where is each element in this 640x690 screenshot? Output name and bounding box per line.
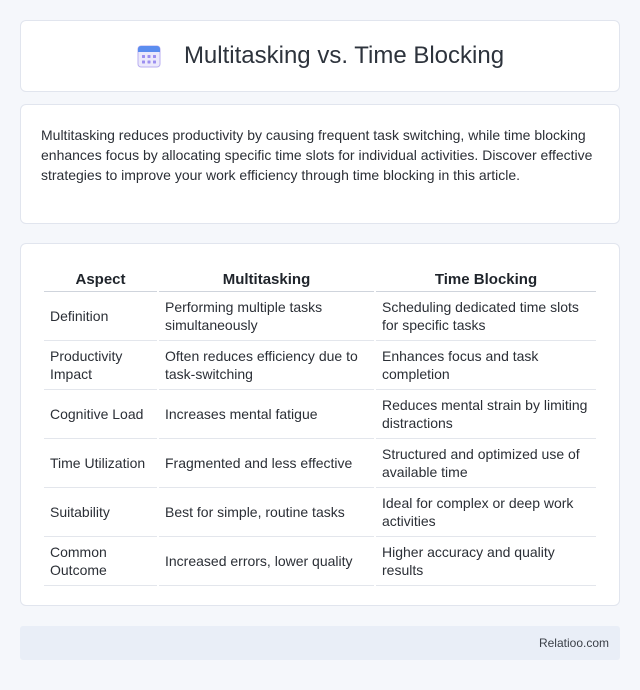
row-aspect-cell: Definition — [44, 292, 157, 341]
footer — [20, 626, 620, 660]
row-multitasking-cell: Fragmented and less effective — [159, 439, 374, 488]
footer-brand-link[interactable]: Relatioo.com — [538, 636, 609, 650]
row-multitasking-cell: Increased errors, lower quality — [159, 537, 374, 586]
row-time-blocking-cell: Scheduling dedicated time slots for specific tasks — [376, 292, 596, 341]
title-card — [20, 20, 620, 92]
row-time-blocking-cell: Ideal for complex or deep work activities — [376, 488, 596, 537]
row-aspect-cell: Time Utilization — [44, 439, 157, 488]
table-row — [44, 341, 596, 390]
row-aspect-cell: Cognitive Load — [44, 390, 157, 439]
row-time-blocking-cell: Reduces mental strain by limiting distractions — [376, 390, 596, 439]
row-multitasking-cell: Increases mental fatigue — [159, 390, 374, 439]
row-aspect-cell: Common Outcome — [44, 537, 157, 586]
row-time-blocking-cell: Enhances focus and task completion — [376, 341, 596, 390]
row-multitasking-cell: Performing multiple tasks simultaneously — [159, 292, 374, 341]
column-header-aspect: Aspect — [44, 264, 157, 292]
row-aspect-cell: Suitability — [44, 488, 157, 537]
page-title: Multitasking vs. Time Blocking — [183, 42, 505, 69]
table-row — [44, 439, 596, 488]
table-row — [44, 537, 596, 586]
column-header-multitasking: Multitasking — [159, 264, 374, 292]
row-time-blocking-cell: Higher accuracy and quality results — [376, 537, 596, 586]
intro-card — [20, 104, 620, 224]
row-multitasking-cell: Often reduces efficiency due to task-switching — [159, 341, 374, 390]
calendar-icon — [136, 43, 162, 69]
comparison-card — [20, 243, 620, 606]
row-aspect-cell: Productivity Impact — [44, 341, 157, 390]
table-header-row — [44, 264, 596, 292]
table-row — [44, 488, 596, 537]
comparison-table — [42, 264, 598, 586]
table-row — [44, 390, 596, 439]
column-header-time-blocking: Time Blocking — [376, 264, 596, 292]
row-time-blocking-cell: Structured and optimized use of available time — [376, 439, 596, 488]
intro-text: Multitasking reduces productivity by causing frequent task switching, while time blocking enhances focus by allocating specific time slots for individual activities. Discover effective strategies to improve your work efficiency through time blocking in this article. — [41, 127, 593, 183]
table-row — [44, 292, 596, 341]
row-multitasking-cell: Best for simple, routine tasks — [159, 488, 374, 537]
